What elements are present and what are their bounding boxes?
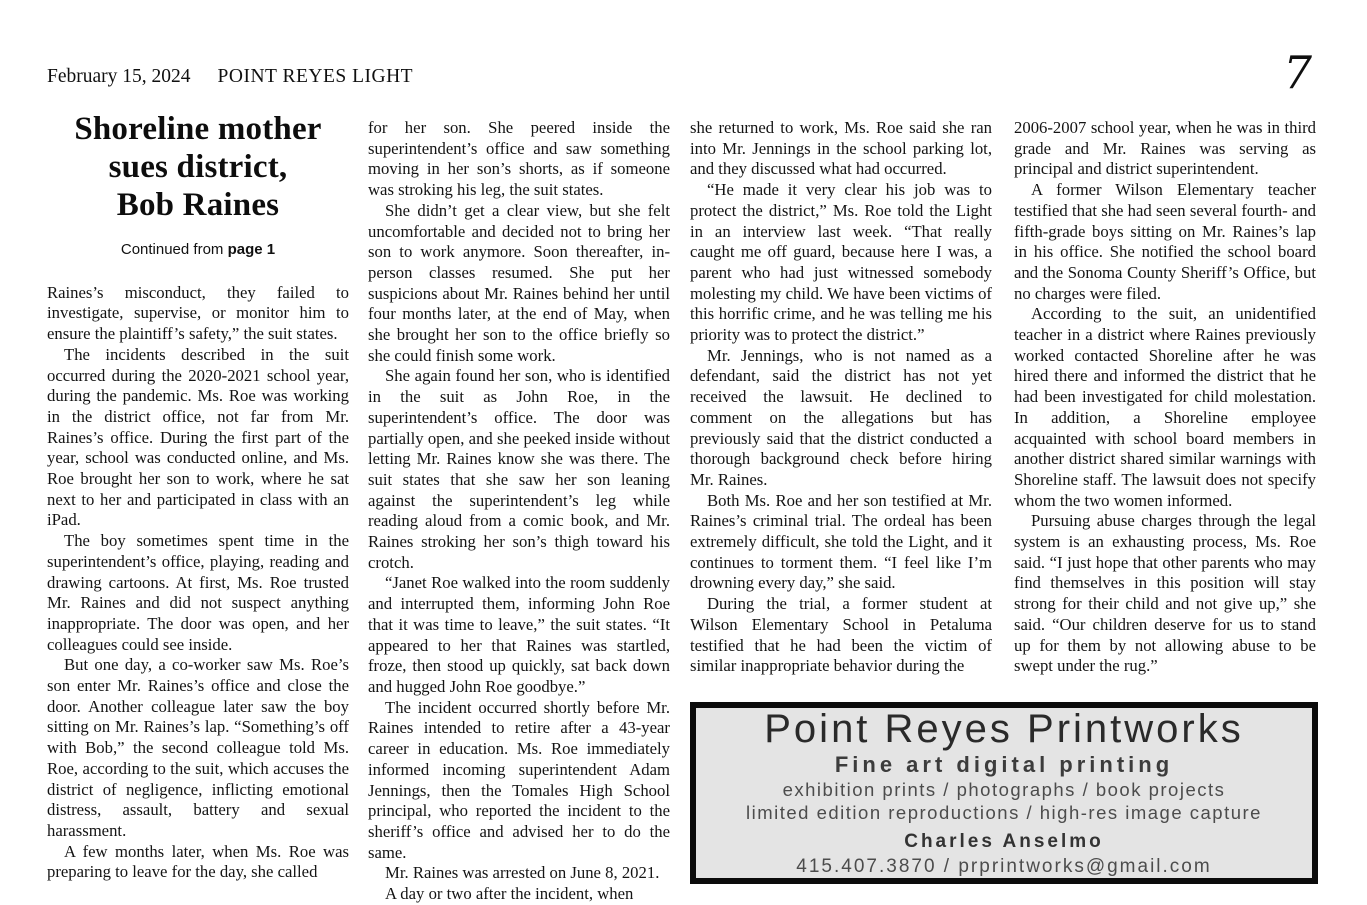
ad-subtitle: Fine art digital printing xyxy=(834,752,1174,777)
article-paragraph: Raines’s misconduct, they failed to investigate, supervise, or monitor him to ensure the plaintiff’s safety,” the suit states. xyxy=(47,282,349,344)
article-paragraph: A day or two after the incident, when xyxy=(385,884,634,904)
ad-service-line: limited edition reproductions / high-res image capture xyxy=(746,802,1262,823)
article-paragraph: The boy sometimes spent time in the superintendent’s office, playing, reading and drawing cartoons. At first, Ms. Roe trusted Mr. Raines and did not suspect anything inappropriate. The door was open, and her colleagues could see inside. xyxy=(47,531,349,654)
continued-prefix: Continued from xyxy=(120,241,228,258)
ad-contact-info: 415.407.3870 / prprintworks@gmail.com xyxy=(796,856,1212,877)
article-column-4 xyxy=(1014,118,1316,688)
article-column-2 xyxy=(368,118,670,904)
continued-page-ref: page 1 xyxy=(227,241,276,258)
headline-line: Bob Raines xyxy=(116,187,280,223)
article-paragraph: But one day, a co-worker saw Ms. Roe’s son enter Mr. Raines’s office and close the door. Another colleague later saw the boy sitting on Mr. Raines’s lap. “Something’s off with Bob,” the second colleague told Ms. Roe, according to the suit, which accuses the district of negligence, inflicting emotional distress, assault, battery and sexual harassment. xyxy=(47,655,349,840)
article-paragraph: A few months later, when Ms. Roe was preparing to leave for the day, she called xyxy=(47,841,349,882)
article-paragraph: she returned to work, Ms. Roe said she ran into Mr. Jennings in the school parking lot, and they discussed what had occurred. xyxy=(690,118,992,179)
article-paragraph: “He made it very clear his job was to protect the district,” Ms. Roe told the Light in an interview last week. “That really caught me off guard, because here I was, a parent who had just witnessed somebody molesting my child. We have been victims of this horrific crime, and he was telling me his priority was to protect the district.” xyxy=(690,180,992,345)
article-paragraph: Pursuing abuse charges through the legal system is an exhausting process, Ms. Roe said. “I just hope that other parents who may find themselves in this position will stay strong for their child and not give up,” she said. “Our children deserve for us to stand up for them by not allowing abuse to be swept under the rug.” xyxy=(1014,511,1316,676)
article-paragraph: A former Wilson Elementary teacher testified that she had seen several fourth- and fifth-grade boys sitting on Mr. Raines’s lap in his office. She notified the school board and the Sonoma County Sheriff’s Office, but no charges were filed. xyxy=(1014,180,1316,303)
article-paragraph: 2006-2007 school year, when he was in third grade and Mr. Raines was serving as principal and district superintendent. xyxy=(1014,118,1316,179)
article-paragraph: According to the suit, an unidentified teacher in a district where Raines previously worked contacted Shoreline after he was hired there and informed the district that he had been investigated for child molestation. In addition, a Shoreline employee acquainted with school board members in another district shared similar warnings with Shoreline staff. The lawsuit does not specify whom the two women informed. xyxy=(1014,304,1316,510)
masthead xyxy=(47,66,413,88)
article-column-1 xyxy=(47,110,349,892)
paper-name: POINT REYES LIGHT xyxy=(217,66,414,87)
ad-service-line: exhibition prints / photographs / book projects xyxy=(782,779,1226,800)
column-body xyxy=(47,283,349,883)
article-paragraph: Both Ms. Roe and her son testified at Mr. Raines’s criminal trial. The ordeal has been extremely difficult, she told the Light, and it continues to torment them. “I feel like I’m drowning every day,” she said. xyxy=(690,490,992,593)
page-number: 7 xyxy=(1283,46,1312,99)
ad-contact-name: Charles Anselmo xyxy=(904,831,1104,852)
headline-line: sues district, xyxy=(108,149,288,185)
article-paragraph: for her son. She peered inside the superintendent’s office and saw something moving in her son’s shorts, as if someone was stroking his leg, the suit states. xyxy=(368,118,670,200)
issue-date: February 15, 2024 xyxy=(47,66,191,87)
article-paragraph: Mr. Jennings, who is not named as a defendant, said the district has not yet received the lawsuit. He declined to comment on the allegations but has previously said that the district conducted a thorough background check before hiring Mr. Raines. xyxy=(690,345,992,489)
article-column-3 xyxy=(690,118,992,688)
headline-line: Shoreline mother xyxy=(74,111,322,147)
ad-title: Point Reyes Printworks xyxy=(764,707,1244,751)
article-paragraph: The incident occurred shortly before Mr. Raines intended to retire after a 43-year career in education. Ms. Roe immediately informed incoming superintendent Adam Jennings, then the Tomales High School principal, who reported the incident to the sheriff’s office and advised her to do the same. xyxy=(368,697,670,862)
continued-from-note xyxy=(47,240,349,261)
article-paragraph: She again found her son, who is identified in the suit as John Roe, in the superintendent’s office. The door was partially open, and she peeked inside without letting Mr. Raines know she was there. The suit states that she saw her son leaning against the superintendent’s leg while reading aloud from a comic book, and Mr. Raines stroking her son’s thigh toward his crotch. xyxy=(368,366,670,572)
article-paragraph: Mr. Raines was arrested on June 8, 2021. xyxy=(385,863,660,883)
printworks-advertisement xyxy=(690,702,1318,884)
article-paragraph: “Janet Roe walked into the room suddenly and interrupted them, informing John Roe that it was time to leave,” the suit states. “It appeared to her that Raines was startled, froze, then stood up quickly, sat back down and hugged John Roe goodbye.” xyxy=(368,573,670,696)
article-paragraph: During the trial, a former student at Wilson Elementary School in Petaluma testified that he had been the victim of similar inappropriate behavior during the xyxy=(690,594,992,676)
article-paragraph: She didn’t get a clear view, but she felt uncomfortable and decided not to bring her son to work anymore. Soon thereafter, in-person classes resumed. She put her suspicions about Mr. Raines behind her until four months later, at the end of May, when she brought her son to the office briefly so she could finish some work. xyxy=(368,200,670,365)
article-headline xyxy=(47,110,349,224)
article-paragraph: The incidents described in the suit occurred during the 2020-2021 school year, during the pandemic. Ms. Roe was working in the district office, not far from Mr. Raines’s office. During the first part of the year, school was conducted online, and Ms. Roe brought her son to work, where he sat next to her and participated in class with an iPad. xyxy=(47,344,349,530)
